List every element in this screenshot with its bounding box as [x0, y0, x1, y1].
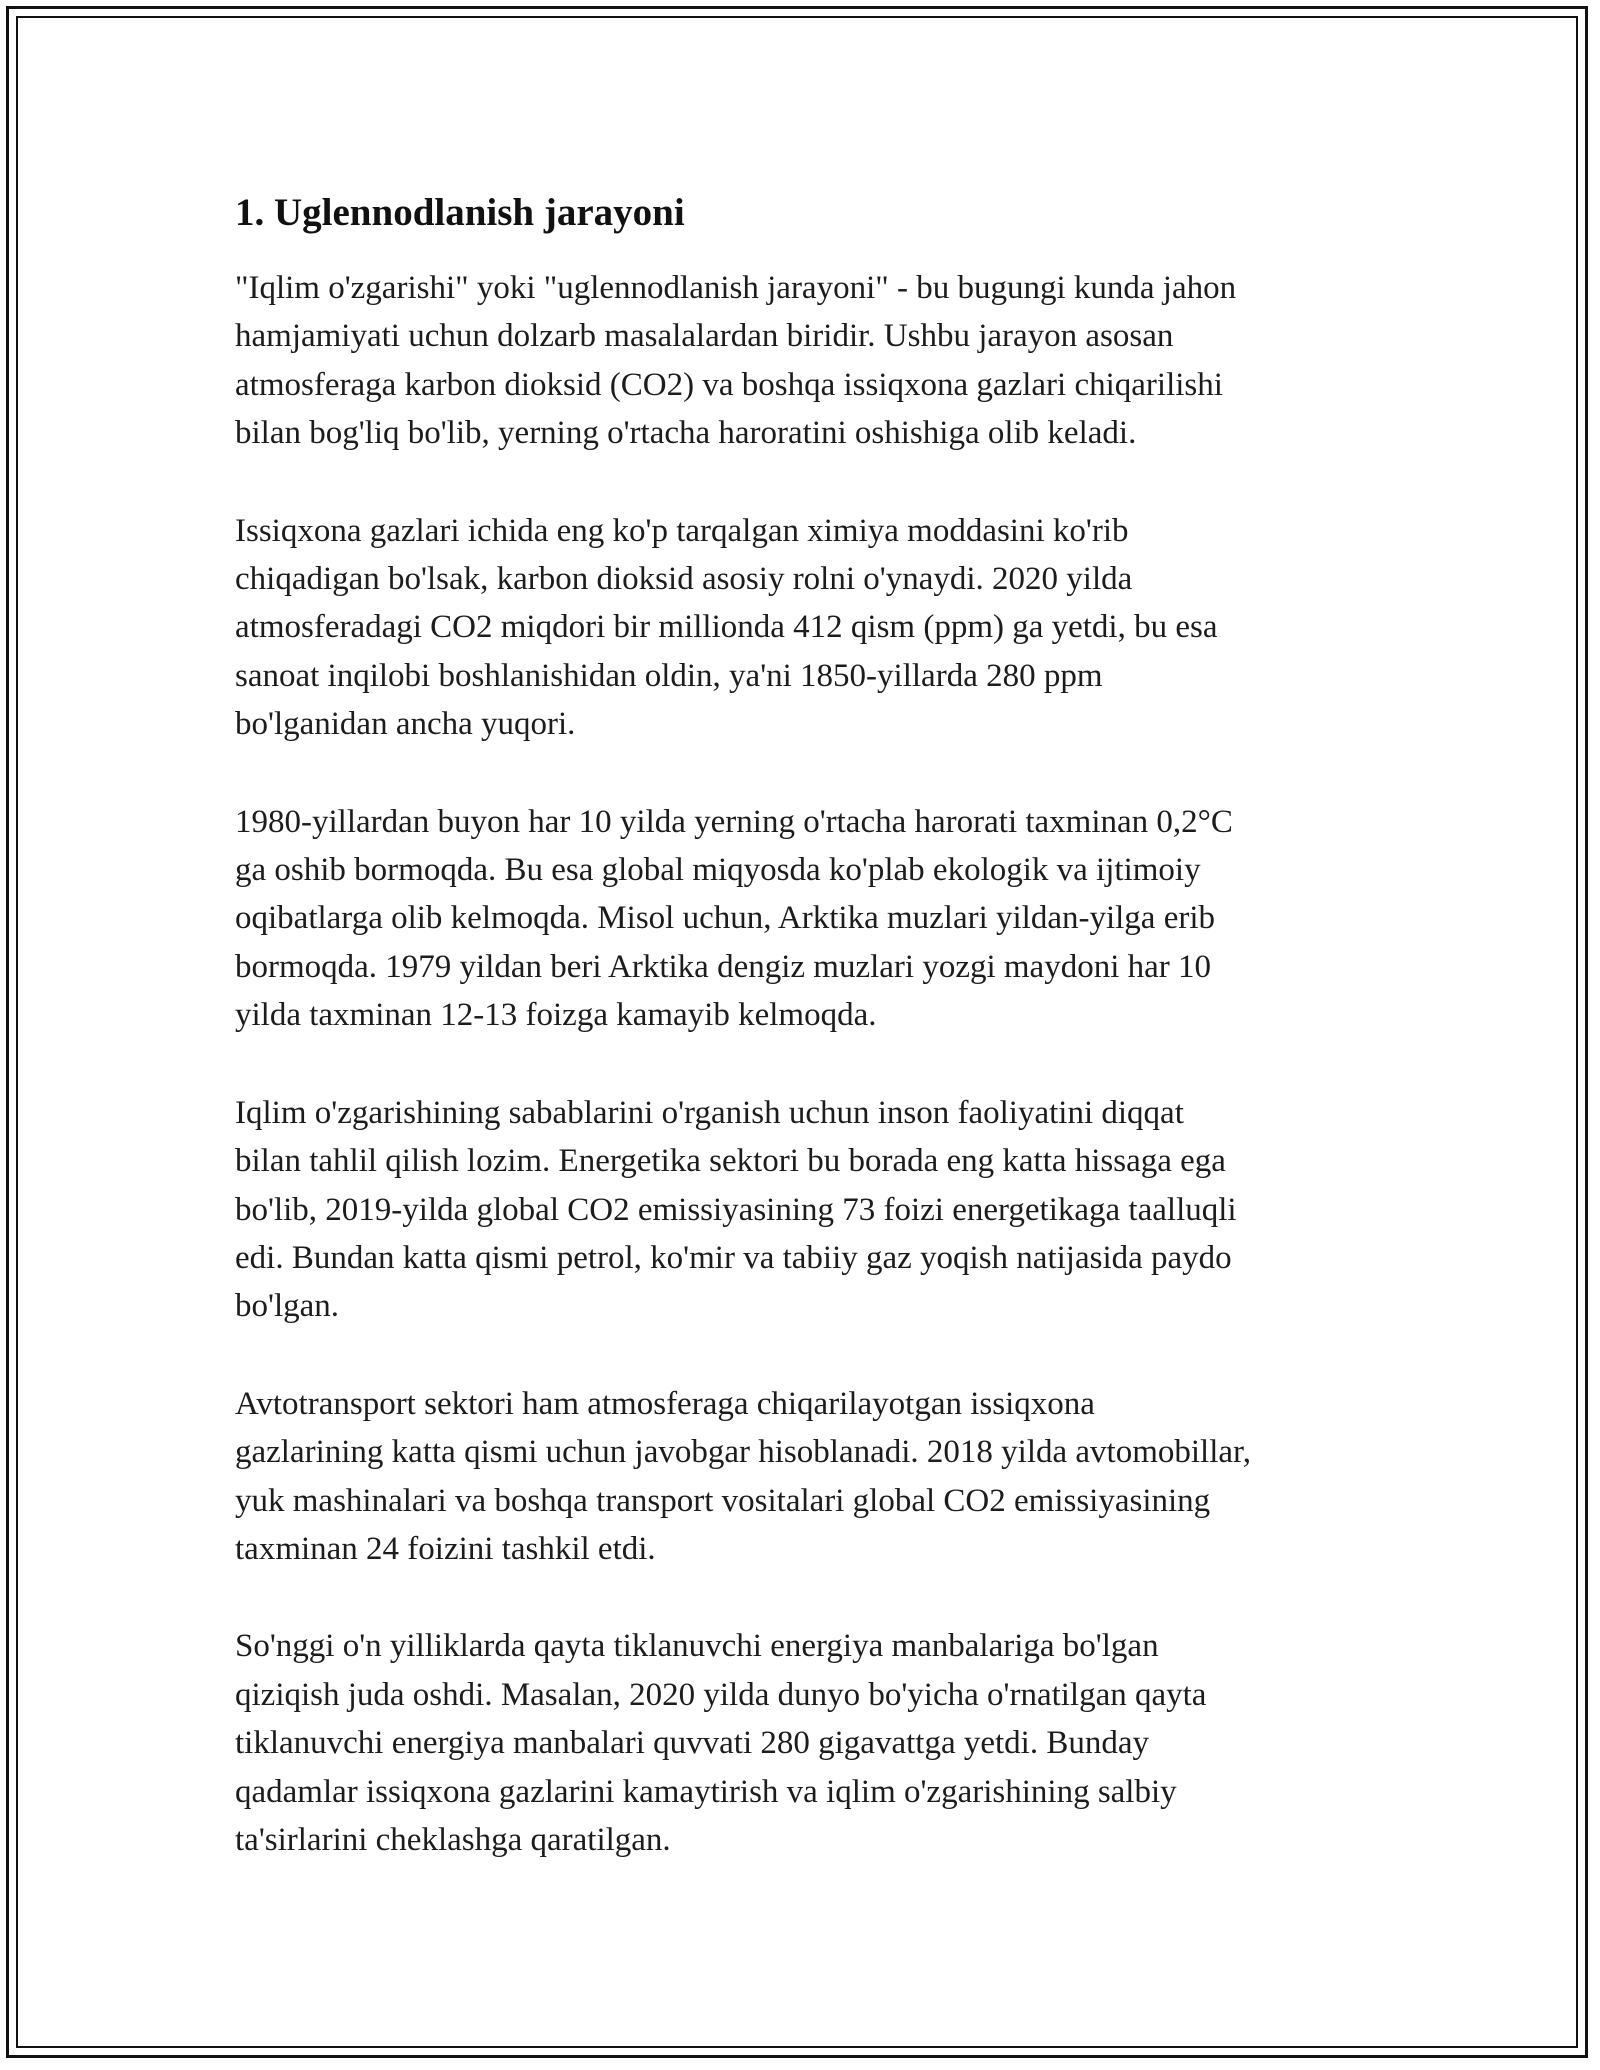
- paragraph-line: chiqadigan bo'lsak, karbon dioksid asosiy rolni o'ynaydi. 2020 yilda: [235, 561, 1133, 598]
- paragraph-line: bilan tahlil qilish lozim. Energetika sektori bu borada eng katta hissaga ega: [235, 1143, 1226, 1180]
- paragraph-line: yilda taxminan 12-13 foizga kamayib kelmoqda.: [235, 997, 877, 1034]
- paragraph-line: bilan bog'liq bo'lib, yerning o'rtacha haroratini oshishiga olib keladi.: [235, 415, 1137, 452]
- paragraph-line: qadamlar issiqxona gazlarini kamaytirish va iqlim o'zgarishining salbiy: [235, 1773, 1177, 1810]
- paragraph-line: Iqlim o'zgarishining sabablarini o'rganish uchun inson faoliyatini diqqat: [235, 1094, 1184, 1131]
- paragraph-line: qiziqish juda oshdi. Masalan, 2020 yilda dunyo bo'yicha o'rnatilgan qayta: [235, 1676, 1207, 1713]
- paragraph-line: atmosferadagi CO2 miqdori bir millionda 412 qism (ppm) ga yetdi, bu esa: [235, 609, 1218, 646]
- paragraph: [235, 1622, 1395, 1864]
- paragraph: [235, 1089, 1395, 1331]
- paragraph-line: bo'lgan.: [235, 1288, 340, 1325]
- paragraph-line: ga oshib bormoqda. Bu esa global miqyosda ko'plab ekologik va ijtimoiy: [235, 852, 1201, 889]
- paragraph-line: ta'sirlarini cheklashga qaratilgan.: [235, 1821, 671, 1858]
- paragraph: [235, 264, 1395, 458]
- paragraph-line: bo'lib, 2019-yilda global CO2 emissiyasining 73 foizi energetikaga taalluqli: [235, 1191, 1237, 1228]
- section-heading: 1. Uglennodlanish jarayoni: [235, 191, 685, 234]
- document-body: [235, 184, 1395, 1913]
- paragraph-line: gazlarining katta qismi uchun javobgar hisoblanadi. 2018 yilda avtomobillar,: [235, 1434, 1251, 1471]
- paragraph-line: yuk mashinalari va boshqa transport vositalari global CO2 emissiyasining: [235, 1482, 1211, 1519]
- paragraph: [235, 798, 1395, 1040]
- paragraph-line: oqibatlarga olib kelmoqda. Misol uchun, Arktika muzlari yildan-yilga erib: [235, 900, 1216, 937]
- paragraph-line: atmosferaga karbon dioksid (CO2) va boshqa issiqxona gazlari chiqarilishi: [235, 366, 1223, 403]
- paragraph: [235, 1380, 1395, 1574]
- paragraph-line: 1980-yillardan buyon har 10 yilda yerning o'rtacha harorati taxminan 0,2°C: [235, 803, 1233, 840]
- paragraph-line: bormoqda. 1979 yildan beri Arktika dengiz muzlari yozgi maydoni har 10: [235, 948, 1212, 985]
- paragraph-line: Issiqxona gazlari ichida eng ko'p tarqalgan ximiya moddasini ko'rib: [235, 512, 1129, 549]
- paragraph-line: So'nggi o'n yilliklarda qayta tiklanuvchi energiya manbalariga bo'lgan: [235, 1628, 1159, 1665]
- paragraph-line: taxminan 24 foizini tashkil etdi.: [235, 1530, 656, 1567]
- paragraph-line: sanoat inqilobi boshlanishidan oldin, ya'ni 1850-yillarda 280 ppm: [235, 657, 1103, 694]
- paragraph-list: [235, 264, 1395, 1864]
- paragraph-line: hamjamiyati uchun dolzarb masalalardan biridir. Ushbu jarayon asosan: [235, 318, 1174, 355]
- paragraph-line: edi. Bundan katta qismi petrol, ko'mir va tabiiy gaz yoqish natijasida paydo: [235, 1239, 1232, 1276]
- paragraph-line: tiklanuvchi energiya manbalari quvvati 280 gigavattga yetdi. Bunday: [235, 1725, 1149, 1762]
- paragraph-line: "Iqlim o'zgarishi" yoki "uglennodlanish jarayoni" - bu bugungi kunda jahon: [235, 270, 1237, 306]
- paragraph-line: bo'lganidan ancha yuqori.: [235, 706, 576, 743]
- paragraph-line: Avtotransport sektori ham atmosferaga chiqarilayotgan issiqxona: [235, 1385, 1095, 1422]
- paragraph: [235, 507, 1395, 749]
